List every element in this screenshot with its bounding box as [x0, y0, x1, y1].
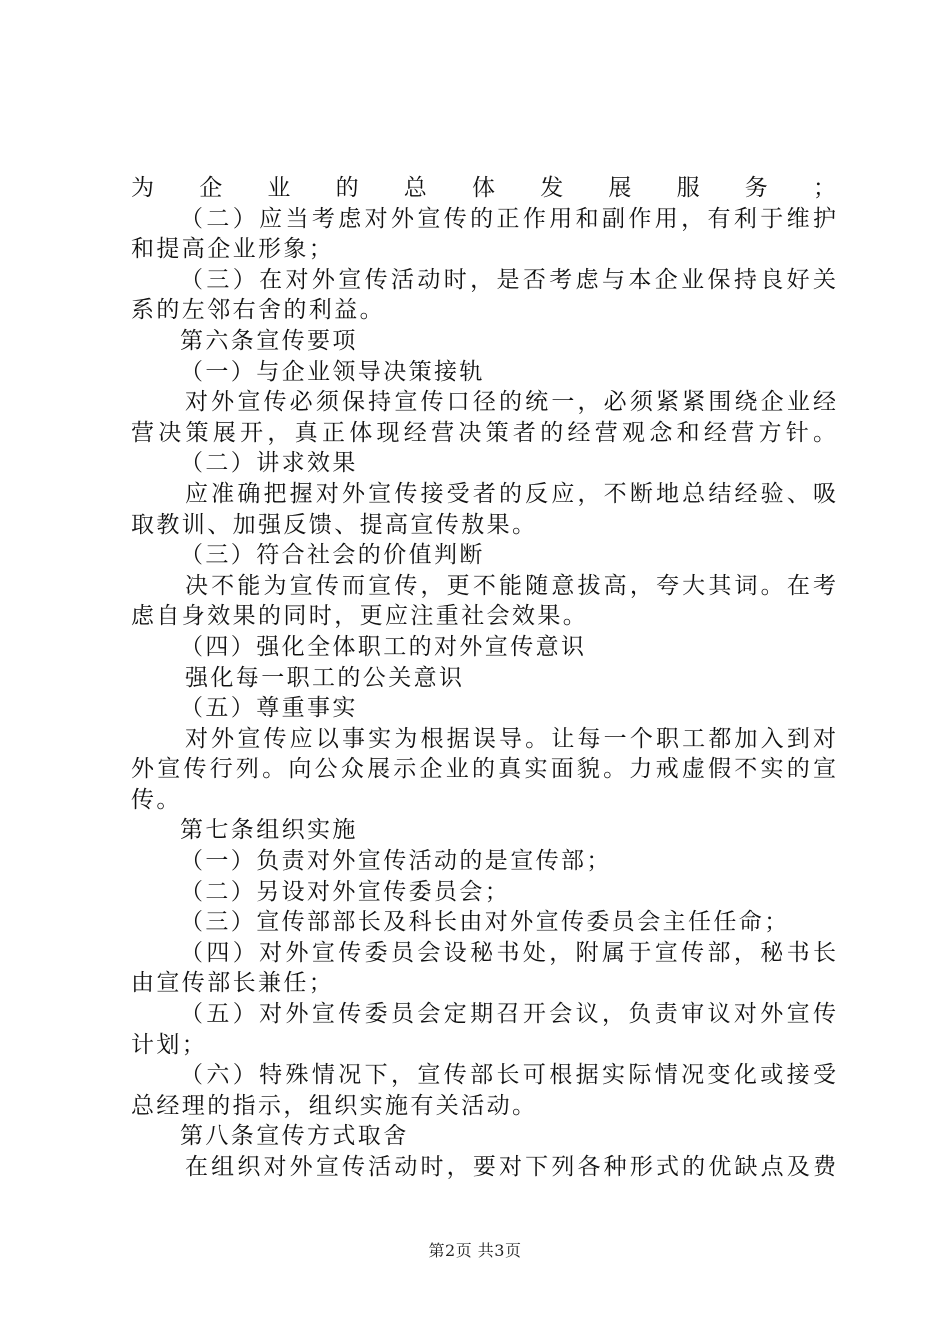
text-line: 虑自身效果的同时，更应注重社会效果。 [131, 603, 589, 630]
text-line: （三）宣传部部长及科长由对外宣传委员会主任任命； [180, 909, 790, 936]
text-line: 第六条宣传要项 [180, 327, 358, 354]
text-line: 外宣传行列。向公众展示企业的真实面貌。力戒虚假不实的宣 [131, 756, 836, 783]
text-line: 系的左邻右舍的利益。 [131, 297, 385, 324]
text-line: 传。 [131, 786, 182, 813]
text-line: （一）负责对外宣传活动的是宣传部； [180, 848, 612, 875]
text-line: （二）讲求效果 [180, 450, 358, 477]
text-line: 决不能为宣传而宣传，更不能随意拔高，夸大其词。在考 [185, 572, 836, 599]
text-line: 应准确把握对外宣传接受者的反应，不断地总结经验、吸 [185, 480, 836, 507]
text-line: （三）符合社会的价值判断 [180, 542, 485, 569]
text-line: 为企业的总体发展服务； [131, 175, 836, 201]
text-line: （四）强化全体职工的对外宣传意识 [180, 633, 587, 660]
text-line: 对外宣传应以事实为根据误导。让每一个职工都加入到对 [185, 725, 836, 752]
text-line: 对外宣传必须保持宣传口径的统一，必须紧紧围绕企业经 [185, 389, 836, 416]
text-line: 取教训、加强反馈、提高宣传敖果。 [131, 511, 538, 538]
text-line: 营决策展开，真正体现经营决策者的经营观念和经营方针。 [131, 419, 836, 446]
text-line: （二）另设对外宣传委员会； [180, 878, 511, 905]
text-line: 总经理的指示，组织实施有关活动。 [131, 1092, 538, 1119]
text-line: 第八条宣传方式取舍 [180, 1123, 409, 1150]
page-footer: 第2页 共3页 [428, 1241, 522, 1260]
text-line: 和提高企业形象； [131, 236, 335, 263]
text-line: （四）对外宣传委员会设秘书处，附属于宣传部，秘书长 [180, 939, 836, 966]
text-line: （一）与企业领导决策接轨 [180, 358, 485, 385]
text-line: （五）对外宣传委员会定期召开会议，负责审议对外宣传 [180, 1001, 836, 1028]
text-line: 强化每一职工的公关意识 [185, 664, 465, 691]
text-line: 计划； [131, 1031, 208, 1058]
body-text [131, 173, 836, 1183]
text-line: （六）特殊情况下，宣传部长可根据实际情况变化或接受 [180, 1062, 836, 1089]
text-line: （三）在对外宣传活动时，是否考虑与本企业保持良好关 [180, 266, 836, 293]
text-line: 在组织对外宣传活动时，要对下列各种形式的优缺点及费 [185, 1154, 836, 1180]
text-line: 由宣传部长兼任； [131, 970, 335, 997]
text-line: （二）应当考虑对外宣传的正作用和副作用，有利于维护 [180, 205, 836, 232]
text-line: （五）尊重事实 [180, 695, 358, 722]
text-line: 第七条组织实施 [180, 817, 358, 844]
